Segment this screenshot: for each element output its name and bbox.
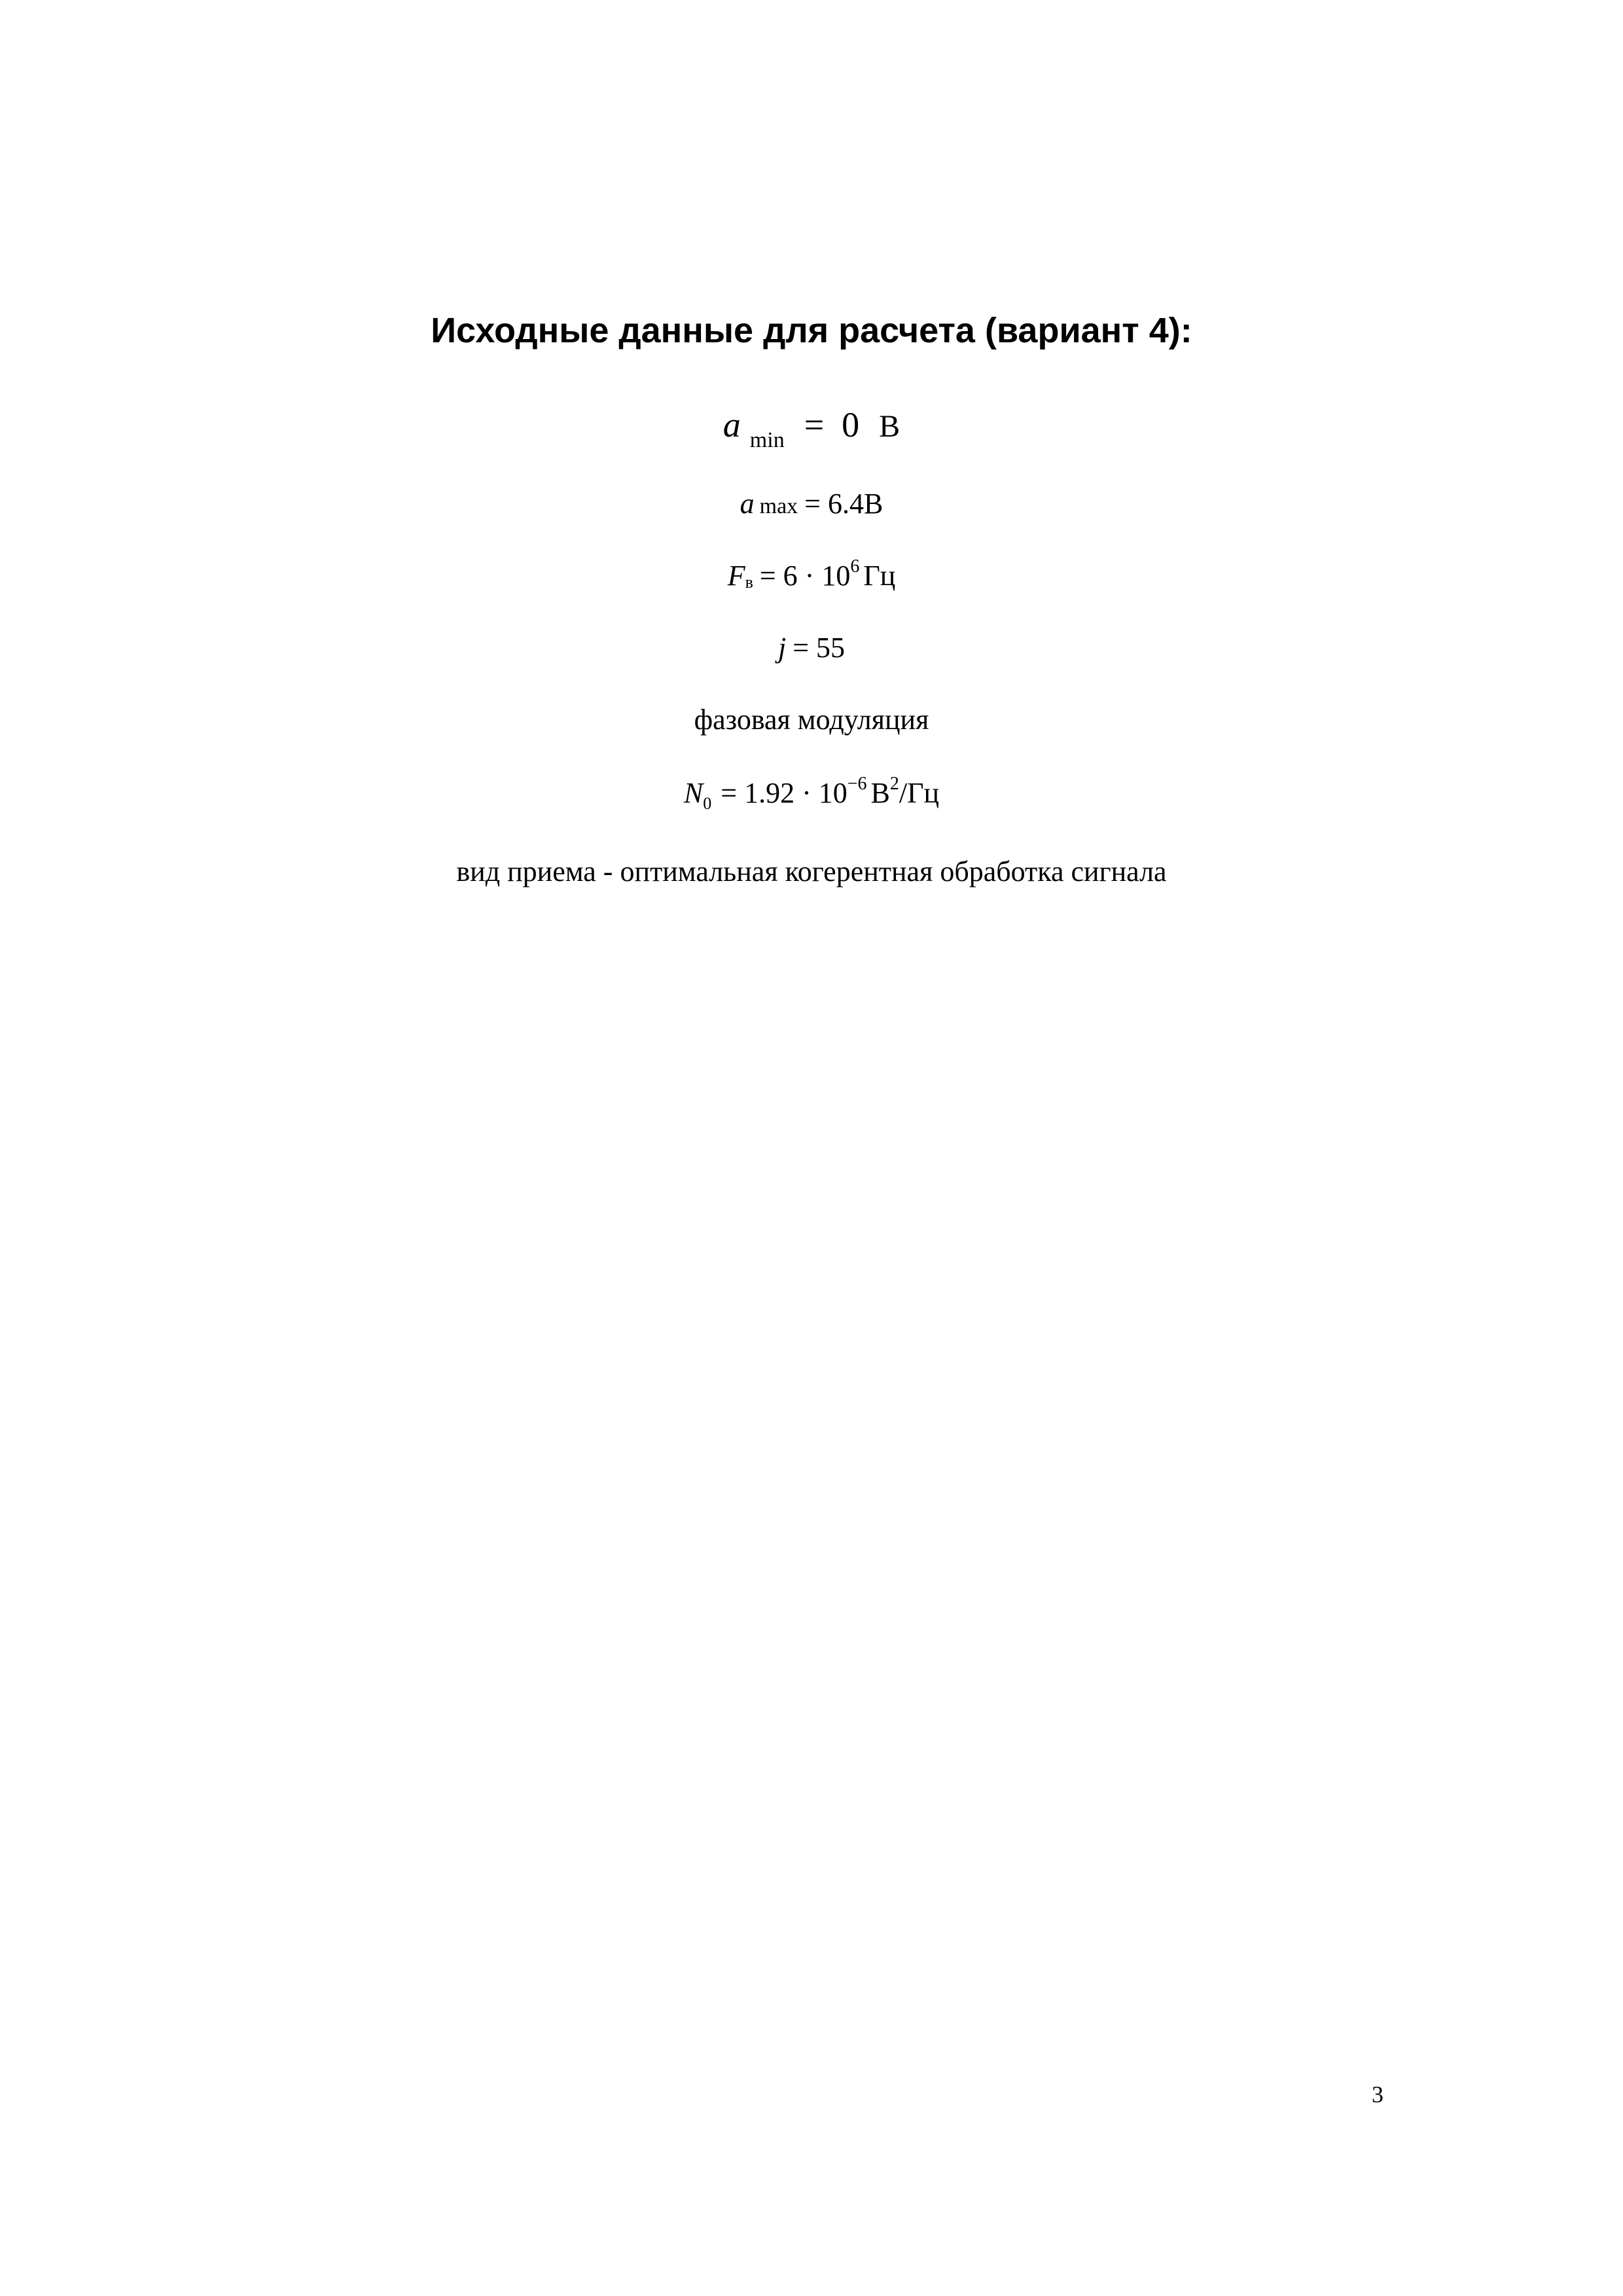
f-v-subscript: в — [745, 573, 753, 592]
n0-subscript: 0 — [703, 794, 712, 813]
equation-n0 — [0, 774, 1623, 813]
f-v-unit: Гц — [863, 560, 896, 592]
page-number: 3 — [1372, 2081, 1383, 2108]
j-value: = 55 — [793, 632, 846, 664]
equation-j — [0, 634, 1623, 662]
a-min-unit: В — [879, 409, 901, 444]
a-min-symbol: a — [722, 405, 741, 444]
n0-symbol: N — [683, 777, 704, 809]
equation-f-v — [0, 556, 1623, 592]
n0-exponent: −6 — [847, 774, 867, 794]
f-v-symbol: F — [727, 560, 745, 592]
j-symbol: j — [777, 632, 787, 664]
page-title: Исходные данные для расчета (вариант 4): — [431, 311, 1192, 350]
n0-unit: В — [870, 777, 890, 809]
n0-unit-tail: /Гц — [899, 777, 940, 809]
a-max-unit: В — [864, 488, 883, 520]
a-max-symbol: a — [740, 488, 755, 520]
f-v-value: = 6 · 10 — [759, 560, 851, 592]
a-min-subscript: min — [749, 428, 785, 452]
f-v-exponent: 6 — [850, 556, 860, 577]
a-max-subscript: max — [759, 494, 798, 518]
n0-value: = 1.92 · 10 — [721, 777, 847, 809]
a-min-value: = 0 — [804, 405, 860, 444]
modulation-text: фазовая модуляция — [694, 704, 929, 736]
equation-a-min — [0, 405, 1623, 452]
equation-a-max — [0, 490, 1623, 518]
a-max-value: = 6.4 — [804, 488, 864, 520]
reception-text: вид приема - оптимальная когерентная обработка сигнала — [456, 855, 1167, 888]
n0-unit-exponent: 2 — [889, 774, 899, 794]
